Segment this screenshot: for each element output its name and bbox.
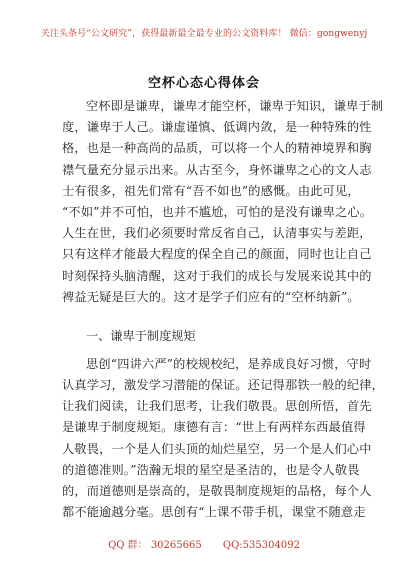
paragraph-line: 人生在世，我们必须要时常反省自己，认清事实与差距， [62,226,372,241]
paragraph-line: 士有很多，祖先们常有“吾不如也”的感慨。由此可见， [62,183,360,198]
footer-qq: QQ:535304092 [222,540,300,551]
paragraph-line: 襟气量充分显示出来。从古至今，身怀谦卑之心的文人志 [62,162,372,177]
section-heading: 一、谦卑于制度规矩 [86,328,196,343]
paragraph-line: 裨益无疑是巨大的。这才是学子们应有的“空杯纳新”。 [62,289,360,304]
paragraph-line: “不如”并不可怕，也并不尴尬，可怕的是没有谦卑之心。 [62,204,373,219]
paragraph-line: 时刻保持头脑清醒，这对于我们的成长与发展来说其中的 [62,268,372,283]
paragraph-line: 的，而道德则是崇高的，是敬畏制度规矩的品格，每个人 [62,484,372,498]
paragraph-line: 都不能逾越分毫。思创有“上课不带手机，课堂不随意走 [62,505,366,520]
paragraph-line: 认真学习，激发学习潜能的保证。还记得那铁一般的纪律， [62,378,385,393]
footer-qq-group: QQ 群： 30265665 [108,540,202,551]
paragraph-line: 人敬畏，一个是人们头顶的灿烂星空，另一个是人们心中 [62,441,372,456]
header-promo-note: 关注头条号“公文研究”，获得最新最全最专业的公文资料库！ 微信：gongwenyj [40,29,368,39]
paragraph-line: 是谦卑于制度规矩。康德有言：“世上有两样东西最值得 [62,420,366,435]
document-body [62,96,385,523]
paragraph-line: 只有这样才能最大程度的保全自己的颜面，同时也让自己 [62,247,372,262]
paragraph-line: 空杯即是谦卑，谦卑才能空杯，谦卑于知识，谦卑于制 [86,99,384,113]
paragraph-line: 的道德准则。”浩瀚无垠的星空是圣洁的，也是令人敬畏 [62,462,360,477]
footer-contact [0,536,408,551]
paragraph-line: 格，也是一种高尚的品质，可以将一个人的精神境界和胸 [62,141,372,156]
paragraph-line: 度，谦卑于人己。谦虚谨慎、低调内敛，是一种特殊的性 [62,120,372,135]
paragraph-2 [62,354,385,524]
paragraph-1 [62,96,384,308]
paragraph-line: 思创“四讲六严”的校规校纪，是养成良好习惯，守时 [86,356,372,371]
document-title: 空杯心态心得体会 [147,76,260,91]
paragraph-line: 让我们阅读，让我们思考，让我们敬畏。思创所悟，首先 [62,399,372,414]
